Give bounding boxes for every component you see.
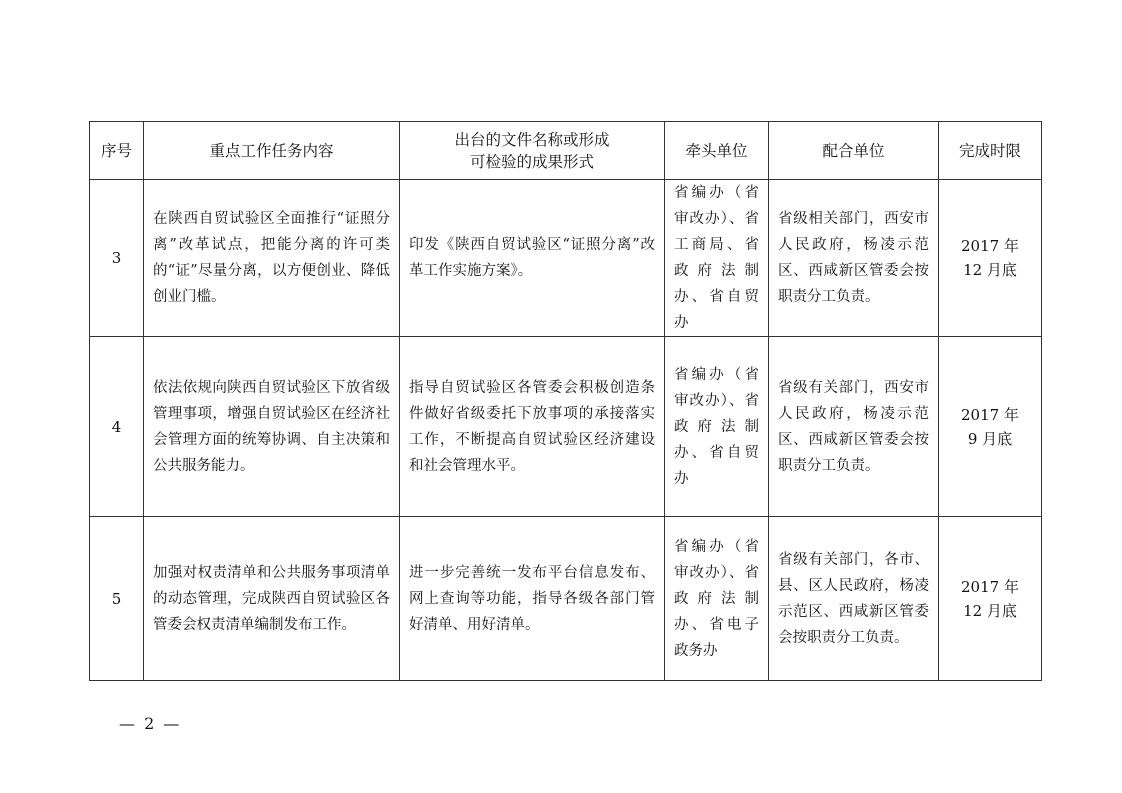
- page-number: — 2 —: [119, 714, 182, 733]
- table-row: [90, 180, 1042, 337]
- cell-lead-unit: 省编办（省审改办）、省政府法制办、省自贸办: [665, 337, 769, 517]
- cell-output-form: 进一步完善统一发布平台信息发布、网上查询等功能，指导各级各部门管好清单、用好清单。: [400, 517, 665, 681]
- header-lead-unit: 牵头单位: [665, 122, 769, 180]
- table-row: [90, 517, 1042, 681]
- task-table: [89, 121, 1042, 681]
- table-header-row: [90, 122, 1042, 180]
- cell-lead-unit: 省编办（省审改办）、省工商局、省政府法制办、省自贸办: [665, 180, 769, 337]
- header-serial-number: 序号: [90, 122, 144, 180]
- cell-task-content: 在陕西自贸试验区全面推行“证照分离”改革试点，把能分离的许可类的“证”尽量分离，以方便创业、降低创业门槛。: [144, 180, 400, 337]
- header-deadline: 完成时限: [939, 122, 1042, 180]
- cell-serial-number: 4: [90, 337, 144, 517]
- cell-lead-unit: 省编办（省审改办）、省政府法制办、省电子政务办: [665, 517, 769, 681]
- cell-cooperating-unit: 省级有关部门，各市、县、区人民政府，杨凌示范区、西咸新区管委会按职责分工负责。: [769, 517, 939, 681]
- header-task-content: 重点工作任务内容: [144, 122, 400, 180]
- cell-serial-number: 3: [90, 180, 144, 337]
- cell-output-form: 印发《陕西自贸试验区“证照分离”改革工作实施方案》。: [400, 180, 665, 337]
- cell-cooperating-unit: 省级有关部门，西安市人民政府，杨凌示范区、西咸新区管委会按职责分工负责。: [769, 337, 939, 517]
- table-row: [90, 337, 1042, 517]
- cell-deadline: 2017 年 12 月底: [939, 517, 1042, 681]
- cell-deadline: 2017 年 9 月底: [939, 337, 1042, 517]
- cell-output-form: 指导自贸试验区各管委会积极创造条件做好省级委托下放事项的承接落实工作，不断提高自贸试验区经济建设和社会管理水平。: [400, 337, 665, 517]
- header-cooperating-unit: 配合单位: [769, 122, 939, 180]
- cell-deadline: 2017 年 12 月底: [939, 180, 1042, 337]
- cell-cooperating-unit: 省级相关部门，西安市人民政府，杨凌示范区、西咸新区管委会按职责分工负责。: [769, 180, 939, 337]
- cell-serial-number: 5: [90, 517, 144, 681]
- cell-task-content: 依法依规向陕西自贸试验区下放省级管理事项，增强自贸试验区在经济社会管理方面的统筹协调、自主决策和公共服务能力。: [144, 337, 400, 517]
- cell-task-content: 加强对权责清单和公共服务事项清单的动态管理，完成陕西自贸试验区各管委会权责清单编制发布工作。: [144, 517, 400, 681]
- header-output-form: 出台的文件名称或形成 可检验的成果形式: [400, 122, 665, 180]
